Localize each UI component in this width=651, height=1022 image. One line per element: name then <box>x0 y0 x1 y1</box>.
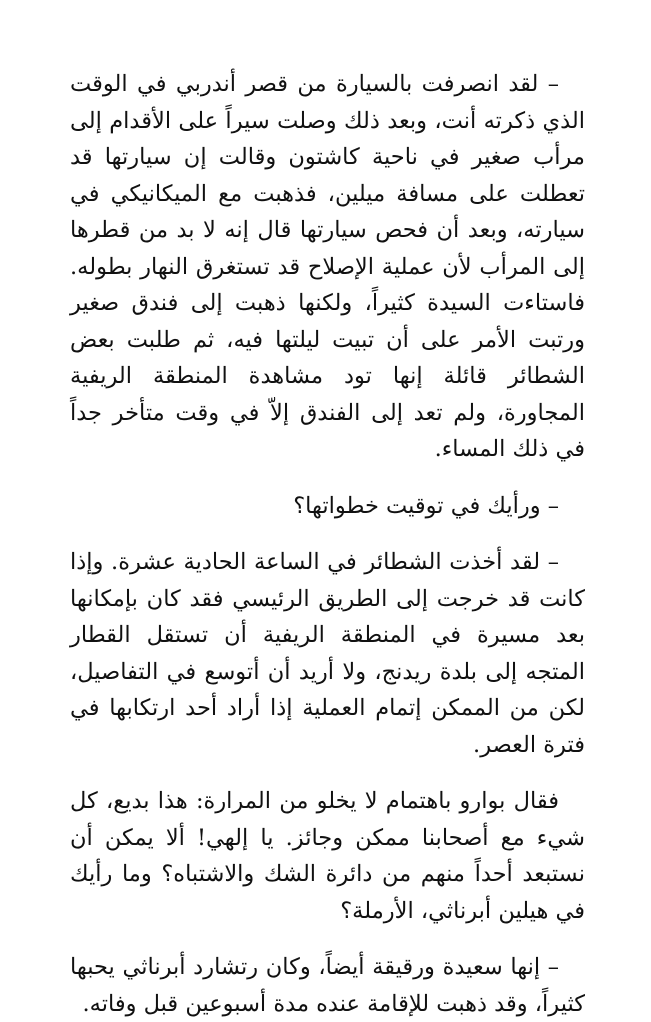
paragraph-timing-question: – ورأيك في توقيت خطواتها؟ <box>293 492 559 519</box>
paragraph-poirot-remark: فقال بوارو باهتمام لا يخلو من المرارة: هذا بديع، كل شيء مع أصحابنا ممكن وجائز. يا إلهي! ألا يمكن أن نستبعد أحداً منهم من دائرة الشك والاشتباه؟ وما رأيك في هيلين أبرناثي، الأرملة؟ <box>70 788 585 924</box>
paragraph-sandwiches-timing: – لقد أخذت الشطائر في الساعة الحادية عشرة. وإذا كانت قد خرجت إلى الطريق الرئيسي فقد كان بإمكانها بعد مسيرة في المنطقة الريفية أن تستقل القطار المتجه إلى بلدة ريدنج، ولا أريد أن أتوسع في التفاصيل، لكن من الممكن إتمام العملية إذا أراد أحد ارتكابها في فترة العصر. <box>70 549 585 758</box>
paragraph-helen-description: – إنها سعيدة ورقيقة أيضاً، وكان رتشارد أبرناثي يحبها كثيراً، وقد ذهبت للإقامة عنده مدة أسبوعين قبل وفاته. <box>70 954 585 1017</box>
book-page-text <box>70 66 585 1022</box>
paragraph-garage-account: – لقد انصرفت بالسيارة من قصر أندربي في الوقت الذي ذكرته أنت، وبعد ذلك وصلت سيراً على الأقدام إلى مرأب صغير في ناحية كاشتون وقالت إن سيارتها قد تعطلت على مسافة ميلين، فذهبت مع الميكانيكي في سيارته، وبعد أن فحص سيارتها قال إنه لا بد من قطرها إلى المرأب لأن عملية الإصلاح قد تستغرق النهار بطوله. فاستاءت السيدة كثيراً، ولكنها ذهبت إلى فندق صغير ورتبت الأمر على أن تبيت ليلتها فيه، ثم طلبت بعض الشطائر قائلة إنها تود مشاهدة المنطقة الريفية المجاورة، ولم تعد إلى الفندق إلاّ في وقت متأخر جداً في ذلك المساء. <box>70 71 585 462</box>
